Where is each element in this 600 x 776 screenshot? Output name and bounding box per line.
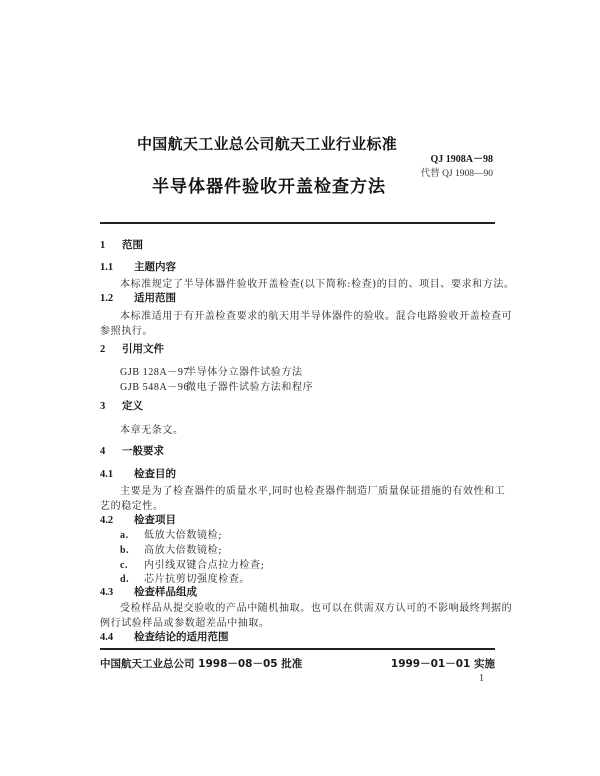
section-4-1-heading	[100, 466, 176, 481]
section-1-1-heading	[100, 259, 176, 274]
section-4-2-heading	[100, 512, 176, 527]
section-4-4-heading	[100, 629, 229, 644]
reference-item	[120, 363, 303, 378]
section-title: 检查目的	[134, 468, 176, 480]
section-4-heading	[100, 443, 164, 458]
inspection-item-d	[120, 570, 250, 585]
organization-title: 中国航天工业总公司航天工业行业标准	[137, 135, 398, 153]
section-title: 适用范围	[134, 292, 176, 304]
item-text: 低放大倍数镜检;	[144, 530, 223, 541]
reference-item	[120, 378, 313, 393]
section-1-heading	[100, 237, 143, 252]
reference-title: 微电子器件试验方法和程序	[186, 382, 314, 393]
section-2-heading	[100, 341, 164, 356]
section-title: 范围	[122, 239, 143, 251]
section-title: 检查样品组成	[134, 586, 197, 598]
page-number: 1	[479, 673, 484, 684]
section-number: 4.4	[100, 632, 114, 643]
item-text: 高放大倍数镜检;	[144, 545, 223, 556]
section-4-3-heading	[100, 584, 197, 599]
footer-divider	[100, 648, 495, 650]
section-4-3-text-line1: 受检样品从提交验收的产品中随机抽取。也可以在供需双方认可的不影响最终判据的	[120, 603, 513, 614]
section-number: 4.1	[100, 469, 114, 480]
section-number: 1.2	[100, 293, 114, 304]
section-1-2-text-line2: 参照执行。	[100, 326, 153, 337]
document-title: 半导体器件验收开盖检查方法	[152, 177, 386, 197]
section-title: 主题内容	[134, 261, 176, 273]
standard-code: QJ 1908A－98	[430, 154, 493, 165]
section-1-2-heading	[100, 290, 176, 305]
inspection-item-b	[120, 541, 222, 556]
section-number: 4	[100, 446, 106, 457]
section-number: 4.3	[100, 587, 114, 598]
section-number: 4.2	[100, 515, 114, 526]
reference-code: GJB 128A－97	[120, 367, 190, 378]
inspection-item-a	[120, 526, 222, 541]
section-title: 一般要求	[122, 445, 164, 457]
reference-title: 半导体分立器件试验方法	[186, 367, 303, 378]
section-1-1-text: 本标准规定了半导体器件验收开盖检查(以下简称:检查)的目的、项目、要求和方法。	[120, 279, 515, 290]
section-title: 定义	[122, 400, 143, 412]
reference-code: GJB 548A－96	[120, 382, 190, 393]
section-number: 2	[100, 344, 106, 355]
item-letter: b.	[120, 545, 130, 556]
approval-info: 中国航天工业总公司 1998－08－05 批准	[100, 658, 303, 670]
section-1-2-text-line1: 本标准适用于有开盖检查要求的航天用半导体器件的验收。混合电路验收开盖检查可	[120, 311, 513, 322]
item-letter: a.	[120, 530, 129, 541]
replaces-standard: 代替 QJ 1908—90	[420, 169, 493, 179]
item-text: 内引线双键合点拉力检查;	[144, 560, 265, 571]
inspection-item-c	[120, 556, 265, 571]
section-4-3-text-line2: 例行试验样品或参数超差品中抽取。	[100, 618, 270, 629]
item-letter: c.	[120, 560, 129, 571]
section-title: 检查项目	[134, 514, 176, 526]
item-letter: d.	[120, 574, 130, 585]
section-title: 检查结论的适用范围	[134, 631, 229, 643]
section-title: 引用文件	[122, 343, 164, 355]
section-3-text: 本章无条文。	[120, 425, 184, 436]
section-4-1-text-line2: 艺的稳定性。	[100, 501, 164, 512]
header-divider	[100, 222, 495, 224]
section-number: 3	[100, 401, 106, 412]
section-number: 1	[100, 240, 106, 251]
item-text: 芯片抗剪切强度检查。	[144, 574, 250, 585]
section-4-1-text-line1: 主要是为了检查器件的质量水平,同时也检查器件制造厂质量保证措施的有效性和工	[120, 486, 506, 497]
section-number: 1.1	[100, 262, 114, 273]
section-3-heading	[100, 398, 143, 413]
effective-date: 1999－01－01 实施	[390, 658, 495, 670]
